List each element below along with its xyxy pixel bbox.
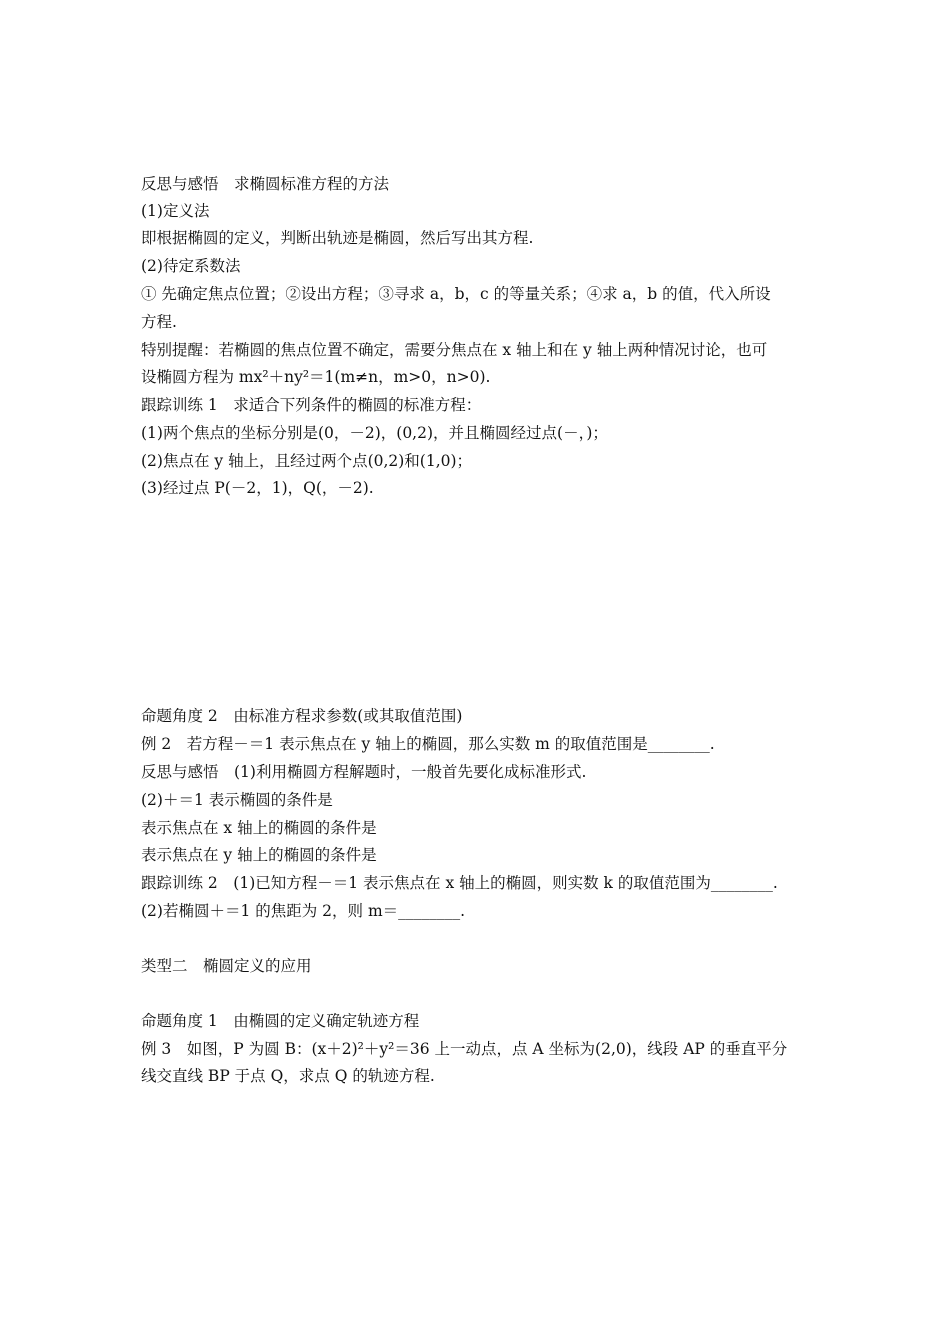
practice-1-item-2: (2)焦点在 y 轴上，且经过两个点(0,2)和(1,0)；: [141, 452, 473, 470]
reflection-2-line-4: 表示焦点在 y 轴上的椭圆的条件是: [141, 846, 377, 864]
reflection-heading-1: 反思与感悟 求椭圆标准方程的方法: [141, 175, 390, 193]
reflection-2-line-2: (2)＋＝1 表示椭圆的条件是: [141, 791, 333, 809]
practice-2-item-1: 跟踪训练 2 (1)已知方程－＝1 表示焦点在 x 轴上的椭圆，则实数 k 的取值范围为________.: [141, 874, 778, 892]
type-2-heading: 类型二 椭圆定义的应用: [141, 957, 312, 975]
angle-1-heading: 命题角度 1 由椭圆的定义确定轨迹方程: [141, 1012, 420, 1030]
method-definition: (1)定义法: [141, 202, 210, 220]
method-steps-line-1: ① 先确定焦点位置；②设出方程；③寻求 a，b，c 的等量关系；④求 a，b 的值，代入所设: [141, 285, 771, 303]
practice-1-item-1: (1)两个焦点的坐标分别是(0，－2)，(0,2)，并且椭圆经过点(－，)；: [141, 424, 608, 442]
method-steps-line-2: 方程.: [141, 313, 177, 331]
practice-2-item-2: (2)若椭圆＋＝1 的焦距为 2，则 m＝________.: [141, 902, 466, 920]
example-3-line-1: 例 3 如图，P 为圆 B：(x＋2)²＋y²＝36 上一动点，点 A 坐标为(2,0)，线段 AP 的垂直平分: [141, 1040, 788, 1058]
special-note-line-2: 设椭圆方程为 mx²＋ny²＝1(m≠n，m>0，n>0).: [141, 368, 491, 386]
example-3-line-2: 线交直线 BP 于点 Q，求点 Q 的轨迹方程.: [141, 1067, 435, 1085]
special-note-line-1: 特别提醒：若椭圆的焦点位置不确定，需要分焦点在 x 轴上和在 y 轴上两种情况讨论，也可: [141, 341, 768, 359]
practice-1-item-3: (3)经过点 P(－2，1)，Q(，－2).: [141, 479, 374, 497]
angle-2-heading: 命题角度 2 由标准方程求参数(或其取值范围): [141, 707, 463, 725]
method-definition-text: 即根据椭圆的定义，判断出轨迹是椭圆，然后写出其方程.: [141, 229, 534, 247]
practice-1-heading: 跟踪训练 1 求适合下列条件的椭圆的标准方程：: [141, 396, 482, 414]
method-undetermined: (2)待定系数法: [141, 257, 241, 275]
example-2: 例 2 若方程－＝1 表示焦点在 y 轴上的椭圆，那么实数 m 的取值范围是________.: [141, 735, 715, 753]
reflection-2-line-3: 表示焦点在 x 轴上的椭圆的条件是: [141, 819, 377, 837]
reflection-2-line-1: 反思与感悟 (1)利用椭圆方程解题时，一般首先要化成标准形式.: [141, 763, 587, 781]
